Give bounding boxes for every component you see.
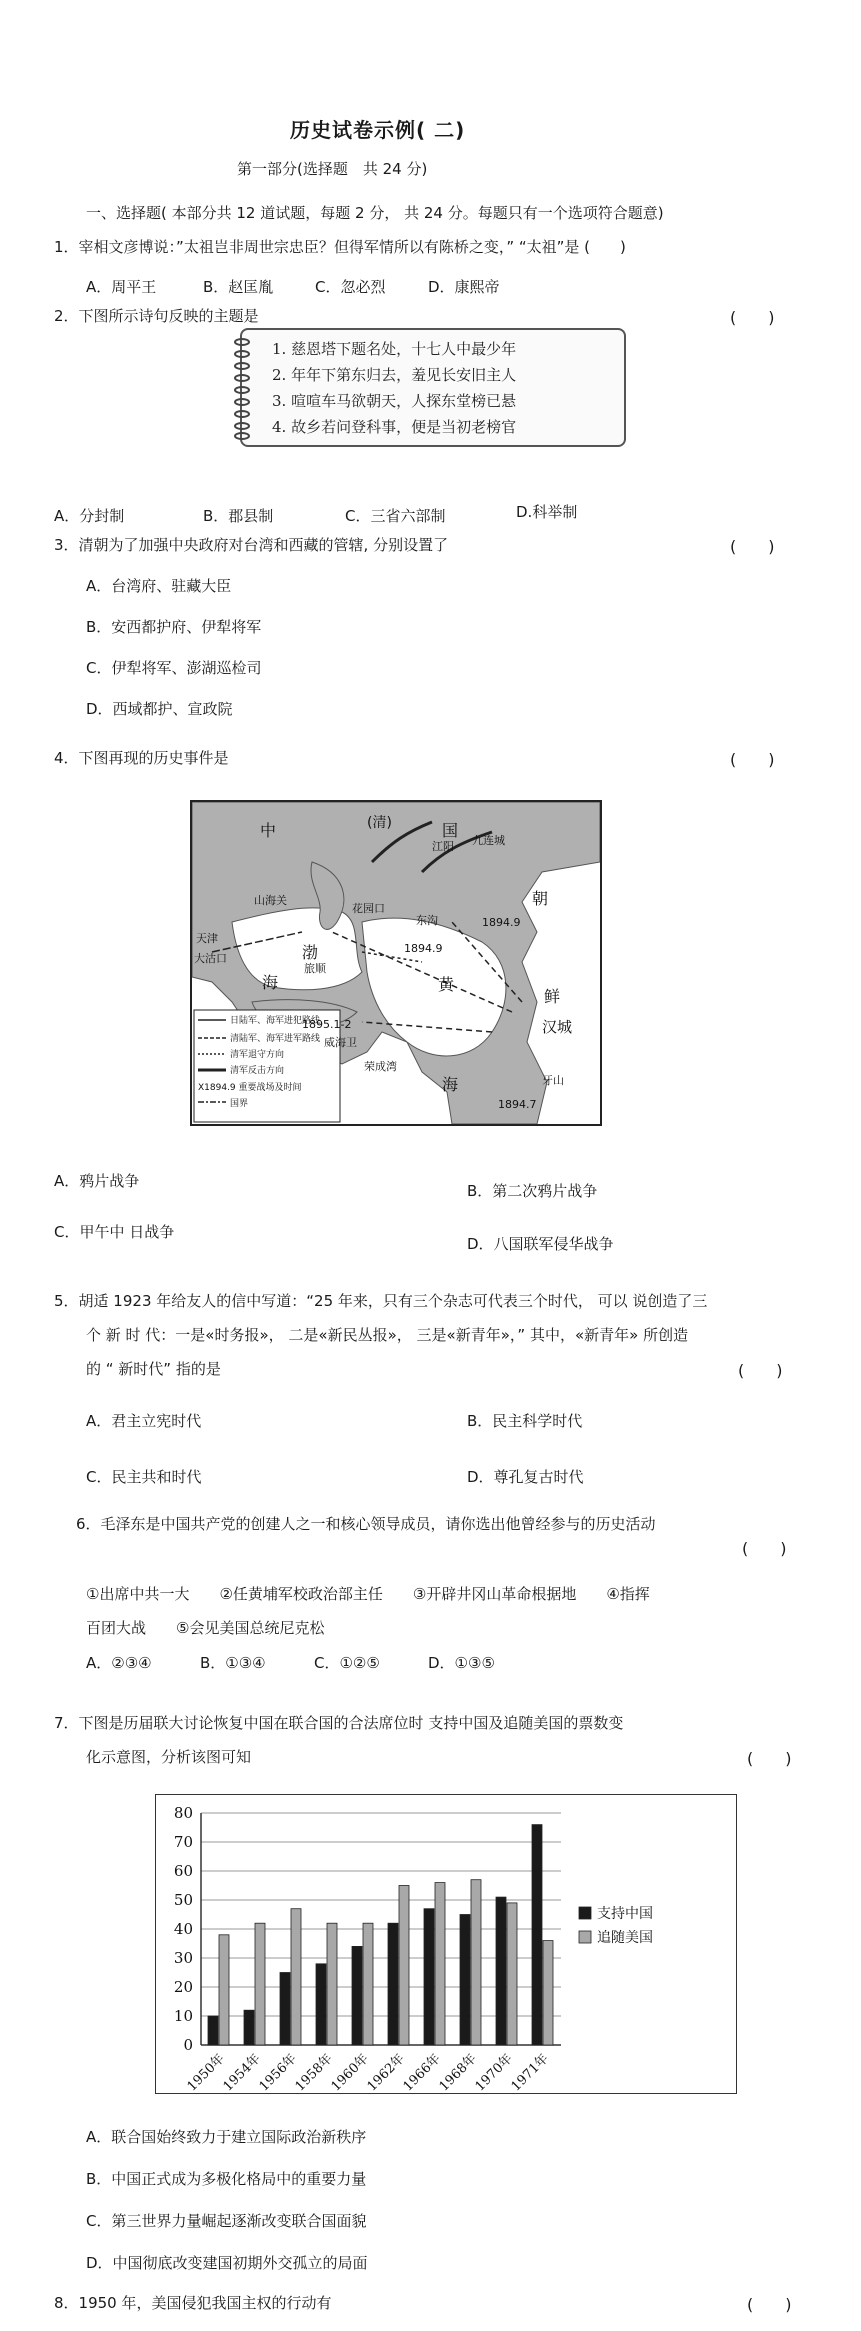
question-3-stem: 3．清朝为了加强中央政府对台湾和西藏的管辖, 分别设置了 — [54, 536, 449, 554]
bar-support-china — [208, 2016, 218, 2045]
bar-support-china — [388, 1923, 398, 2045]
map-label-yashan: 牙山 — [542, 1074, 564, 1087]
legend-swatch — [579, 1907, 591, 1919]
x-tick-label: 1962年 — [364, 2051, 408, 2093]
bar-support-china — [532, 1825, 542, 2045]
question-7-stem-line-2: 化示意图，分析该图可知 — [86, 1748, 252, 1766]
map-label-rongcheng: 荣成湾 — [364, 1060, 397, 1073]
q1-option-a[interactable]: A．周平王 — [86, 278, 157, 296]
q3-option-b[interactable]: B．安西都护府、伊犁将军 — [86, 618, 262, 636]
map-label-lushun: 旅顺 — [304, 962, 326, 975]
q3-option-d[interactable]: D．西域都护、宣政院 — [86, 700, 233, 718]
map-label-xian: 鲜 — [544, 987, 561, 1006]
part-heading: 第一部分(选择题 共 24 分) — [237, 160, 428, 178]
q4-answer-paren[interactable]: ( ) — [730, 750, 775, 769]
map-label-hanchen: 汉城 — [542, 1018, 573, 1036]
map-label-tianjin: 天津 — [196, 932, 218, 945]
q6-items-line-1: ①出席中共一大 ②任黄埔军校政治部主任 ③开辟井冈山革命根据地 ④指挥 — [86, 1585, 650, 1603]
q4-option-a[interactable]: A．鸦片战争 — [54, 1172, 140, 1190]
map-label-hai1: 海 — [262, 973, 279, 992]
bar-follow-us — [471, 1880, 481, 2045]
poem-notebook-card — [240, 328, 626, 447]
sino-japanese-war-map — [190, 800, 602, 1126]
y-tick-label: 50 — [173, 1891, 193, 1909]
q5-option-d[interactable]: D．尊孔复古时代 — [467, 1468, 584, 1486]
y-tick-label: 40 — [173, 1920, 193, 1938]
un-vote-bar-chart — [156, 1795, 736, 2093]
map-label-date2: 1894.9 — [482, 916, 521, 929]
y-tick-label: 60 — [173, 1862, 193, 1880]
map-label-hai2: 海 — [442, 1075, 459, 1094]
q3-answer-paren[interactable]: ( ) — [730, 537, 775, 556]
map-label-jiuliancheng: 九连城 — [472, 834, 505, 847]
q1-option-d[interactable]: D．康熙帝 — [428, 278, 500, 296]
q6-option-a[interactable]: A．②③④ — [86, 1654, 152, 1672]
map-label-huang: 黄 — [438, 975, 455, 994]
q2-option-a[interactable]: A．分封制 — [54, 507, 125, 525]
q7-answer-paren[interactable]: ( ) — [747, 1749, 792, 1768]
map-label-weihaiwei: 威海卫 — [324, 1036, 357, 1049]
legend-label: 支持中国 — [597, 1906, 653, 1922]
map-legend-5: X1894.9 重要战场及时间 — [198, 1083, 302, 1093]
map-label-dongdong: 东沟 — [416, 914, 438, 927]
bar-support-china — [424, 1909, 434, 2045]
q2-option-d[interactable]: D.科举制 — [516, 503, 578, 521]
x-tick-label: 1950年 — [184, 2051, 228, 2093]
x-tick-label: 1958年 — [292, 2051, 336, 2093]
q5-option-c[interactable]: C．民主共和时代 — [86, 1468, 202, 1486]
map-label-huayuankou: 花园口 — [352, 902, 385, 915]
bar-follow-us — [219, 1935, 229, 2045]
question-2-stem: 2．下图所示诗句反映的主题是 — [54, 307, 259, 325]
x-tick-label: 1970年 — [472, 2051, 516, 2093]
q2-option-c[interactable]: C．三省六部制 — [345, 507, 446, 525]
q4-option-c[interactable]: C．甲午中 日战争 — [54, 1223, 175, 1241]
q6-option-d[interactable]: D．①③⑤ — [428, 1654, 495, 1672]
x-tick-label: 1971年 — [508, 2051, 552, 2093]
map-label-guo: 国 — [442, 821, 459, 840]
question-5-stem-line-2: 个 新 时 代：一是«时务报»， 二是«新民丛报»， 三是«新青年»，” 其中，«新青年» 所创造 — [86, 1326, 689, 1344]
map-legend-3: 清军退守方向 — [230, 1050, 285, 1060]
map-label-zhong: 中 — [260, 821, 277, 840]
map-label-qing: (清) — [367, 815, 392, 831]
q5-option-b[interactable]: B．民主科学时代 — [467, 1412, 583, 1430]
q7-option-b[interactable]: B．中国正式成为多极化格局中的重要力量 — [86, 2170, 367, 2188]
question-7-stem-line-1: 7．下图是历届联大讨论恢复中国在联合国的合法席位时 支持中国及追随美国的票数变 — [54, 1714, 624, 1732]
bar-follow-us — [327, 1923, 337, 2045]
q7-option-d[interactable]: D．中国彻底改变建国初期外交孤立的局面 — [86, 2254, 368, 2272]
poem-line-4: 4. 故乡若问登科事，便是当初老榜官 — [272, 418, 517, 436]
exam-title: 历史试卷示例( 二) — [290, 118, 466, 142]
q3-option-a[interactable]: A．台湾府、驻藏大臣 — [86, 577, 232, 595]
map-legend-6: 国界 — [230, 1099, 249, 1109]
x-tick-label: 1956年 — [256, 2051, 300, 2093]
map-label-date1: 1894.9 — [404, 942, 443, 955]
x-tick-label: 1954年 — [220, 2051, 264, 2093]
map-legend-2: 清陆军、海军进军路线 — [230, 1034, 321, 1044]
q8-answer-paren[interactable]: ( ) — [747, 2295, 792, 2314]
y-tick-label: 80 — [173, 1804, 193, 1822]
un-vote-chart — [155, 1794, 737, 2094]
bar-follow-us — [399, 1886, 409, 2046]
q6-option-c[interactable]: C．①②⑤ — [314, 1654, 380, 1672]
q6-items-line-2: 百团大战 ⑤会见美国总统尼克松 — [86, 1619, 325, 1637]
poem-line-1: 1. 慈恩塔下题名处，十七人中最少年 — [272, 340, 517, 358]
q1-option-c[interactable]: C．忽必烈 — [315, 278, 386, 296]
map-label-bo: 渤 — [302, 943, 319, 962]
y-tick-label: 30 — [173, 1949, 193, 1967]
q6-option-b[interactable]: B．①③④ — [200, 1654, 266, 1672]
x-tick-label: 1968年 — [436, 2051, 480, 2093]
y-tick-label: 0 — [183, 2036, 193, 2054]
bar-follow-us — [255, 1923, 265, 2045]
question-4-stem: 4．下图再现的历史事件是 — [54, 749, 229, 767]
map-label-date3: 1895.1-2 — [302, 1018, 352, 1031]
x-tick-label: 1966年 — [400, 2051, 444, 2093]
bar-support-china — [280, 1973, 290, 2046]
q1-option-b[interactable]: B．赵匡胤 — [203, 278, 274, 296]
q5-option-a[interactable]: A．君主立宪时代 — [86, 1412, 202, 1430]
map-legend-4: 清军反击方向 — [230, 1066, 285, 1076]
q4-option-b[interactable]: B．第二次鸦片战争 — [467, 1182, 598, 1200]
q2-answer-paren[interactable]: ( ) — [730, 308, 775, 327]
legend-label: 追随美国 — [597, 1930, 653, 1946]
q7-option-c[interactable]: C．第三世界力量崛起逐渐改变联合国面貌 — [86, 2212, 367, 2230]
bar-support-china — [244, 2010, 254, 2045]
bar-follow-us — [543, 1941, 553, 2045]
y-tick-label: 70 — [173, 1833, 193, 1851]
question-5-stem-line-3: 的 “ 新时代” 指的是 — [86, 1360, 221, 1378]
bar-follow-us — [291, 1909, 301, 2045]
notebook-spiral-icon — [232, 336, 252, 440]
question-5-stem-line-1: 5．胡适 1923 年给友人的信中写道：“25 年来，只有三个杂志可代表三个时代， 可以 说创造了三 — [54, 1292, 708, 1310]
poem-line-3: 3. 喧喧车马欲朝天，人探东堂榜已悬 — [272, 392, 517, 410]
q2-option-b[interactable]: B．郡县制 — [203, 507, 274, 525]
q6-answer-paren[interactable]: ( ) — [742, 1539, 787, 1558]
bar-follow-us — [435, 1883, 445, 2045]
y-tick-label: 20 — [173, 1978, 193, 1996]
question-1-stem: 1．宰相文彦博说：”太祖岂非周世宗忠臣？但得军情所以有陈桥之变，” “太祖”是 ( ) — [54, 238, 626, 256]
q5-answer-paren[interactable]: ( ) — [738, 1361, 783, 1380]
x-tick-label: 1960年 — [328, 2051, 372, 2093]
bar-follow-us — [363, 1923, 373, 2045]
section-instruction: 一、选择题( 本部分共 12 道试题，每题 2 分， 共 24 分。每题只有一个选项符合题意) — [86, 204, 664, 222]
bar-support-china — [496, 1897, 506, 2045]
bar-support-china — [352, 1946, 362, 2045]
map-label-jiangjia: 江阳 — [432, 840, 454, 853]
map-label-chao: 朝 — [532, 889, 549, 908]
y-tick-label: 10 — [173, 2007, 193, 2025]
map-legend-1: 日陆军、海军进犯路线 — [230, 1016, 321, 1026]
q7-option-a[interactable]: A．联合国始终致力于建立国际政治新秩序 — [86, 2128, 367, 2146]
q4-option-d[interactable]: D．八国联军侵华战争 — [467, 1235, 614, 1253]
q3-option-c[interactable]: C．伊犁将军、澎湖巡检司 — [86, 659, 262, 677]
question-8-stem: 8．1950 年，美国侵犯我国主权的行动有 — [54, 2294, 332, 2312]
legend-swatch — [579, 1931, 591, 1943]
map-label-shanhaiguan: 山海关 — [254, 894, 287, 907]
bar-support-china — [460, 1915, 470, 2046]
bar-follow-us — [507, 1903, 517, 2045]
poem-line-2: 2. 年年下第东归去，羞见长安旧主人 — [272, 366, 517, 384]
map-label-date4: 1894.7 — [498, 1098, 537, 1111]
question-6-stem: 6．毛泽东是中国共产党的创建人之一和核心领导成员，请你选出他曾经参与的历史活动 — [76, 1515, 656, 1533]
map-label-dagukou: 大沽口 — [194, 952, 227, 965]
bar-support-china — [316, 1964, 326, 2045]
